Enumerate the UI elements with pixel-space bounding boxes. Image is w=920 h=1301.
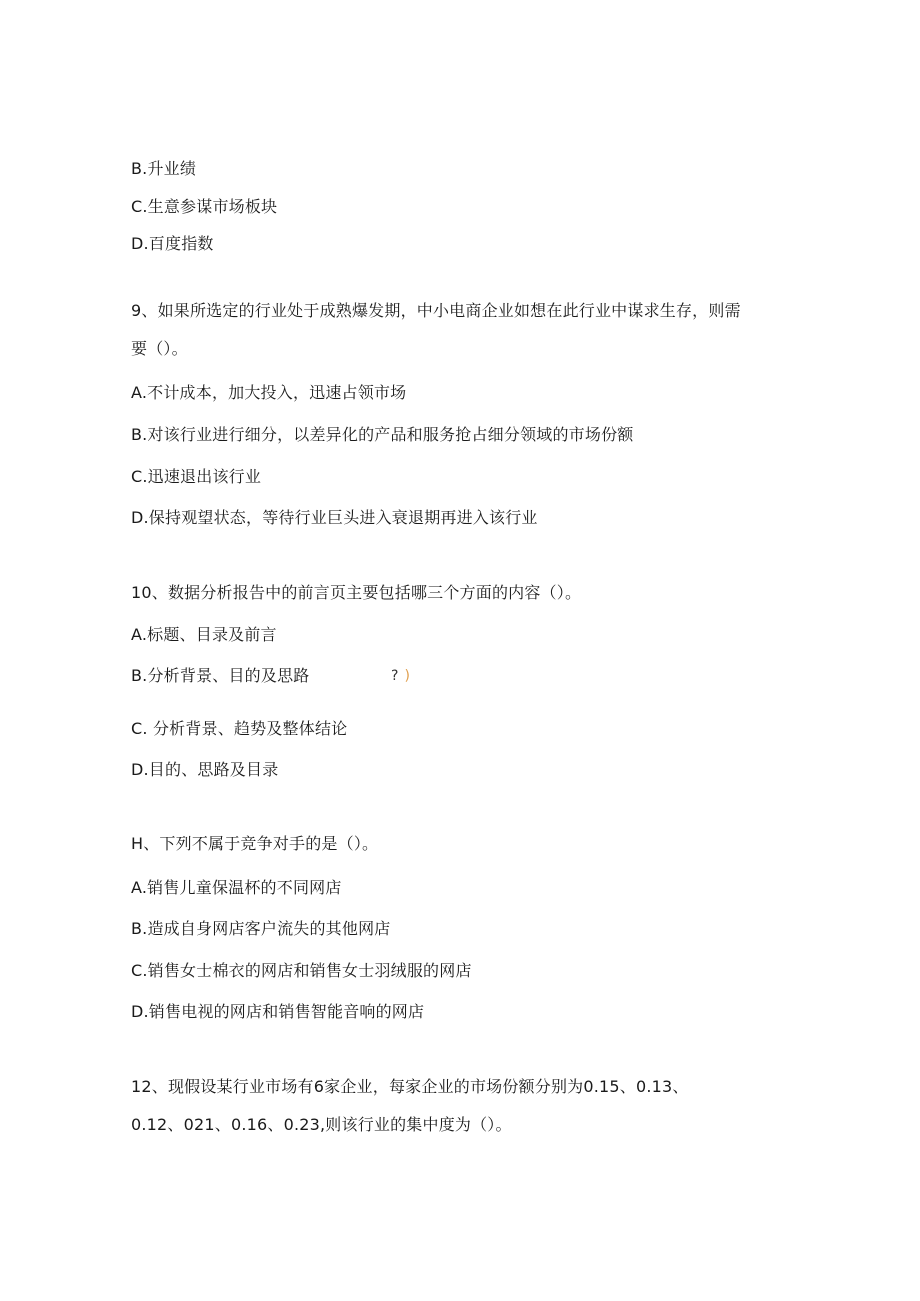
q11-option-a: A.销售儿童保温杯的不同网店: [131, 878, 342, 897]
q12-stem-line-1: 12、现假设某行业市场有6家企业，每家企业的市场份额分别为0.15、0.13、: [131, 1077, 689, 1096]
q11-option-c: C.销售女士棉衣的网店和销售女士羽绒服的网店: [131, 961, 472, 980]
q9-option-d: D.保持观望状态，等待行业巨头进入衰退期再进入该行业: [131, 508, 538, 527]
q10-option-a: A.标题、目录及前言: [131, 625, 277, 644]
q10-option-d: D.目的、思路及目录: [131, 760, 279, 779]
q11-option-d: D.销售电视的网店和销售智能音响的网店: [131, 1002, 425, 1021]
q9-option-c: C.迅速退出该行业: [131, 467, 262, 486]
q9-stem-line-1: 9、如果所选定的行业处于成熟爆发期，中小电商企业如想在此行业中谋求生存，则需: [131, 301, 741, 320]
stray-mark: [391, 666, 410, 686]
q8-option-d: D.百度指数: [131, 234, 214, 253]
q9-option-b: B.对该行业进行细分，以差异化的产品和服务抢占细分领域的市场份额: [131, 425, 634, 444]
q10-option-b: B.分析背景、目的及思路: [131, 666, 310, 685]
q8-option-c: C.生意参谋市场板块: [131, 197, 278, 216]
q9-option-a: A.不计成本，加大投入，迅速占领市场: [131, 383, 407, 402]
q10-stem-line-1: 10、数据分析报告中的前言页主要包括哪三个方面的内容（）。: [131, 583, 582, 602]
q12-stem-line-2: 0.12、021、0.16、0.23,则该行业的集中度为（）。: [131, 1115, 512, 1134]
q10-option-c: C. 分析背景、趋势及整体结论: [131, 719, 348, 738]
q9-stem-line-2: 要（）。: [131, 339, 188, 358]
q11-option-b: B.造成自身网店客户流失的其他网店: [131, 919, 391, 938]
stray-question-mark: ?: [391, 668, 399, 684]
stray-paren: ): [404, 668, 410, 684]
q8-option-b: B.升业绩: [131, 159, 197, 178]
q11-stem-line-1: H、下列不属于竞争对手的是（）。: [131, 834, 379, 853]
